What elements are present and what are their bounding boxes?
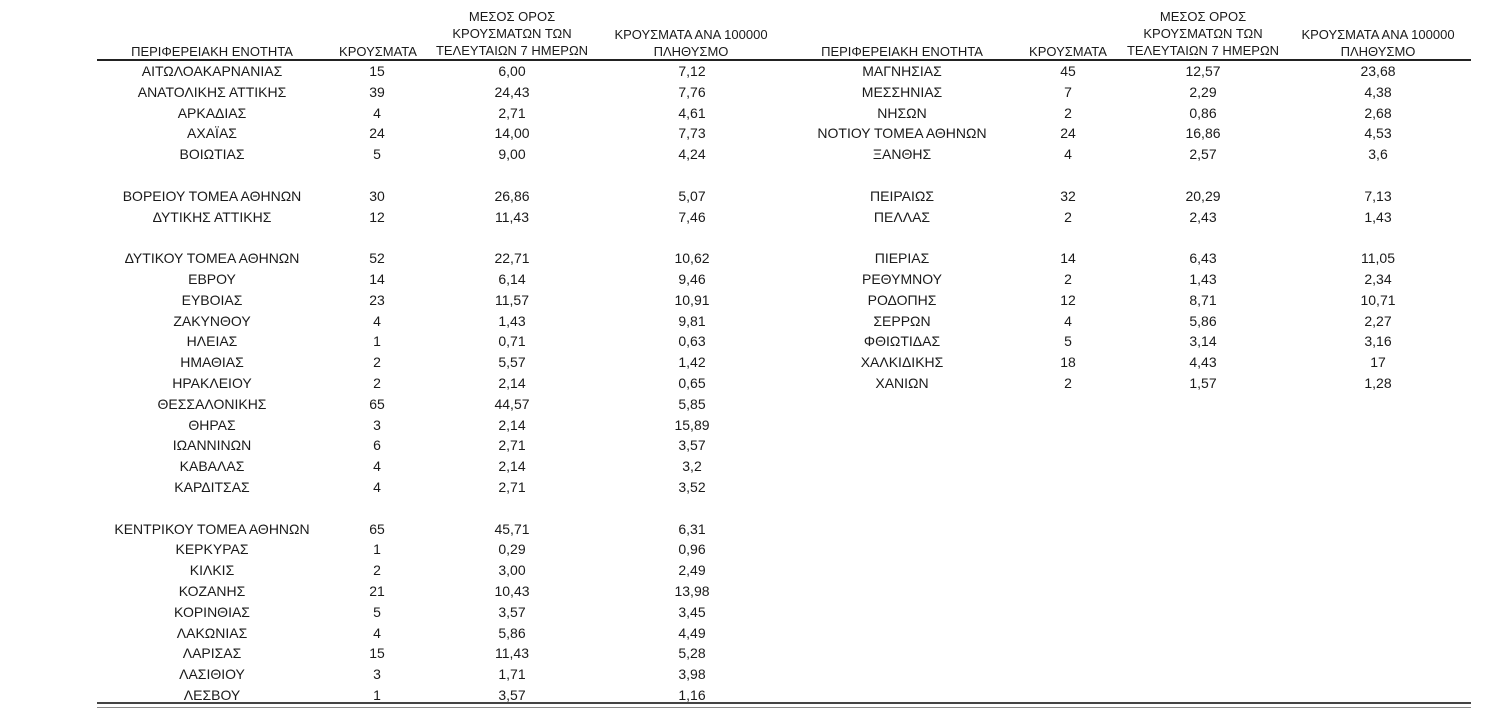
region-cell: ΝΗΣΩΝ: [877, 104, 927, 121]
region-cell: ΛΕΣΒΟΥ: [183, 687, 241, 703]
header-region-left: [97, 43, 327, 60]
per100k-cell: 7,76: [678, 83, 706, 100]
per100k-cell: 9,46: [678, 271, 706, 287]
header-per100k-left-line1: ΚΡΟΥΣΜΑΤΑ ΑΝΑ 100000: [614, 27, 768, 42]
cases-cell: 45: [1060, 63, 1076, 79]
table-row: [0, 123, 1500, 144]
header-per100k-right-line1: ΚΡΟΥΣΜΑΤΑ ΑΝΑ 100000: [1301, 27, 1455, 42]
per100k-cell: 23,68: [1360, 63, 1396, 79]
header-cases-right-label: ΚΡΟΥΣΜΑΤΑ: [1029, 44, 1107, 59]
cases-cell: 2: [1064, 271, 1072, 287]
avg-cell: 10,43: [494, 583, 530, 599]
cases-cell: 4: [373, 624, 381, 641]
cases-cell: 3: [373, 666, 381, 683]
avg-cell: 20,29: [1185, 187, 1221, 204]
region-cell: ΡΕΘΥΜΝΟΥ: [861, 271, 943, 287]
cases-cell: 39: [369, 83, 385, 100]
cases-cell: 7: [1064, 83, 1072, 100]
region-cell: ΠΕΙΡΑΙΩΣ: [870, 187, 934, 204]
avg-cell: 3,14: [1189, 333, 1217, 350]
region-cell: ΞΑΝΘΗΣ: [872, 146, 932, 163]
avg-cell: 2,71: [498, 104, 526, 121]
header-avg-right-line1: ΜΕΣΟΣ ΟΡΟΣ: [1159, 9, 1247, 24]
table-row: [0, 352, 1500, 373]
per100k-cell: 2,68: [1364, 104, 1392, 121]
cases-cell: 15: [369, 645, 385, 662]
region-cell: ΕΒΡΟΥ: [188, 271, 236, 287]
per100k-cell: 15,89: [674, 416, 710, 433]
cases-cell: 32: [1060, 187, 1076, 204]
cases-cell: 2: [373, 562, 381, 579]
per100k-cell: 5,85: [678, 395, 706, 412]
table-row: [0, 664, 1500, 685]
per100k-cell: 4,24: [678, 146, 706, 163]
header-per100k-left-line2: ΠΛΗΘΥΣΜΟ: [653, 44, 729, 59]
region-cell: ΑΡΚΑΔΙΑΣ: [177, 104, 247, 121]
cases-cell: 4: [1064, 146, 1072, 163]
avg-cell: 44,57: [494, 395, 530, 412]
avg-cell: 5,86: [498, 624, 526, 641]
cases-cell: 65: [369, 395, 385, 412]
region-cell: ΗΛΕΙΑΣ: [186, 333, 238, 350]
cases-cell: 1: [373, 541, 381, 558]
avg-cell: 2,14: [498, 416, 526, 433]
avg-cell: 5,86: [1189, 312, 1217, 329]
header-cases-left: [332, 43, 424, 60]
region-cell: ΚΑΡΔΙΤΣΑΣ: [174, 479, 250, 495]
table-row: [0, 248, 1500, 269]
region-cell: ΗΜΑΘΙΑΣ: [180, 354, 244, 371]
per100k-cell: 2,49: [678, 562, 706, 579]
cases-cell: 4: [373, 312, 381, 329]
table-row: [0, 290, 1500, 311]
avg-cell: 0,71: [498, 333, 526, 350]
avg-cell: 45,71: [494, 520, 530, 537]
region-cell: ΧΑΝΙΩΝ: [875, 375, 929, 391]
header-region-left-label: ΠΕΡΙΦΕΡΕΙΑΚΗ ΕΝΟΤΗΤΑ: [131, 44, 293, 59]
avg-cell: 6,14: [498, 271, 526, 287]
table-row: [0, 560, 1500, 581]
cases-cell: 5: [373, 146, 381, 163]
per100k-cell: 0,63: [678, 333, 706, 350]
cases-cell: 14: [369, 271, 385, 287]
cases-cell: 65: [369, 520, 385, 537]
per100k-cell: 5,28: [678, 645, 706, 662]
cases-cell: 21: [369, 583, 385, 599]
region-cell: ΘΕΣΣΑΛΟΝΙΚΗΣ: [157, 395, 267, 412]
table-row: [0, 519, 1500, 540]
avg-cell: 0,86: [1189, 104, 1217, 121]
per100k-cell: 1,43: [1364, 208, 1392, 225]
table-row: [0, 415, 1500, 436]
cases-cell: 4: [1064, 312, 1072, 329]
avg-cell: 2,71: [498, 479, 526, 495]
cases-cell: 5: [373, 603, 381, 620]
region-cell: ΙΩΑΝΝΙΝΩΝ: [172, 437, 252, 454]
cases-cell: 2: [1064, 375, 1072, 391]
header-avg-left-line2: ΚΡΟΥΣΜΑΤΩΝ ΤΩΝ: [452, 26, 572, 41]
avg-cell: 3,57: [498, 687, 526, 703]
cases-cell: 4: [373, 479, 381, 495]
region-cell: ΑΙΤΩΛΟΑΚΑΡΝΑΝΙΑΣ: [141, 63, 283, 79]
per100k-cell: 11,05: [1361, 250, 1395, 267]
avg-cell: 5,57: [498, 354, 526, 371]
avg-cell: 12,57: [1185, 63, 1221, 79]
per100k-cell: 10,71: [1360, 291, 1396, 308]
cases-cell: 18: [1060, 354, 1076, 371]
cases-cell: 15: [369, 63, 385, 79]
table-row: [0, 186, 1500, 207]
avg-cell: 11,43: [495, 645, 529, 662]
avg-cell: 16,86: [1185, 125, 1221, 142]
avg-cell: 22,71: [494, 250, 530, 267]
avg-cell: 9,00: [498, 146, 526, 163]
region-cell: ΠΙΕΡΙΑΣ: [874, 250, 930, 267]
avg-cell: 2,29: [1189, 83, 1217, 100]
avg-cell: 1,43: [498, 312, 526, 329]
region-cell: ΣΕΡΡΩΝ: [873, 312, 931, 329]
region-cell: ΒΟΙΩΤΙΑΣ: [179, 146, 245, 163]
per100k-cell: 4,38: [1364, 83, 1392, 100]
cases-cell: 24: [369, 125, 385, 142]
avg-cell: 4,43: [1189, 354, 1217, 371]
region-cell: ΛΑΣΙΘΙΟΥ: [179, 666, 245, 683]
per100k-cell: 17: [1370, 354, 1386, 371]
cases-cell: 2: [373, 375, 381, 391]
region-cell: ΚΟΖΑΝΗΣ: [178, 583, 246, 599]
table-row: [0, 103, 1500, 124]
table-row: [0, 623, 1500, 644]
header-avg-left: [432, 8, 592, 59]
per100k-cell: 13,98: [674, 583, 710, 599]
per100k-cell: 3,52: [678, 479, 706, 495]
per100k-cell: 1,16: [678, 687, 706, 703]
per100k-cell: 0,65: [678, 375, 706, 391]
per100k-cell: 1,42: [678, 354, 706, 371]
table-row: [0, 311, 1500, 332]
avg-cell: 6,43: [1189, 250, 1217, 267]
header-region-right-label: ΠΕΡΙΦΕΡΕΙΑΚΗ ΕΝΟΤΗΤΑ: [821, 44, 983, 59]
cases-cell: 6: [373, 437, 381, 454]
per100k-cell: 6,31: [678, 520, 706, 537]
region-cell: ΑΝΑΤΟΛΙΚΗΣ ΑΤΤΙΚΗΣ: [137, 83, 287, 100]
region-cell: ΔΥΤΙΚΟΥ ΤΟΜΕΑ ΑΘΗΝΩΝ: [124, 250, 300, 267]
table-row: [0, 643, 1500, 664]
region-cell: ΚΟΡΙΝΘΙΑΣ: [174, 603, 250, 620]
per100k-cell: 3,57: [678, 437, 706, 454]
header-avg-right-line3: ΤΕΛΕΥΤΑΙΩΝ 7 ΗΜΕΡΩΝ: [1126, 43, 1280, 58]
region-cell: ΦΘΙΩΤΙΔΑΣ: [863, 333, 941, 350]
table-row: [0, 61, 1500, 82]
per100k-cell: 7,12: [678, 63, 706, 79]
cases-cell: 23: [369, 291, 385, 308]
avg-cell: 3,57: [498, 603, 526, 620]
cases-cell: 4: [373, 104, 381, 121]
per100k-cell: 10,91: [674, 291, 710, 308]
cases-cell: 1: [373, 687, 381, 703]
cases-cell: 3: [373, 416, 381, 433]
table-row: [0, 373, 1500, 394]
per100k-cell: 2,34: [1364, 271, 1392, 287]
region-cell: ΚΑΒΑΛΑΣ: [179, 458, 245, 475]
table-row: [0, 581, 1500, 602]
per100k-cell: 4,61: [678, 104, 706, 121]
avg-cell: 24,43: [494, 83, 530, 100]
table-row: [0, 144, 1500, 165]
region-cell: ΛΑΡΙΣΑΣ: [182, 645, 242, 662]
table-row: [0, 394, 1500, 415]
cases-cell: 2: [1064, 208, 1072, 225]
per100k-cell: 3,16: [1364, 333, 1392, 350]
header-avg-left-line1: ΜΕΣΟΣ ΟΡΟΣ: [468, 9, 556, 24]
per100k-cell: 3,45: [678, 603, 706, 620]
table-row: [0, 456, 1500, 477]
header-cases-right: [1022, 43, 1114, 60]
avg-cell: 11,43: [495, 208, 529, 225]
per100k-cell: 3,2: [682, 458, 702, 475]
avg-cell: 14,00: [494, 125, 530, 142]
avg-cell: 1,43: [1189, 271, 1217, 287]
header-cases-left-label: ΚΡΟΥΣΜΑΤΑ: [339, 44, 417, 59]
table-row: [0, 435, 1500, 456]
avg-cell: 2,43: [1189, 208, 1217, 225]
table-row: [0, 331, 1500, 352]
region-cell: ΚΕΝΤΡΙΚΟΥ ΤΟΜΕΑ ΑΘΗΝΩΝ: [114, 520, 310, 537]
cases-cell: 5: [1064, 333, 1072, 350]
region-cell: ΜΑΓΝΗΣΙΑΣ: [862, 63, 942, 79]
table-row: [0, 477, 1500, 498]
bottom-rule: [97, 702, 1471, 708]
region-cell: ΗΡΑΚΛΕΙΟΥ: [172, 375, 252, 391]
region-cell: ΝΟΤΙΟΥ ΤΟΜΕΑ ΑΘΗΝΩΝ: [817, 125, 987, 142]
per100k-cell: 9,81: [678, 312, 706, 329]
region-cell: ΖΑΚΥΝΘΟΥ: [173, 312, 251, 329]
per100k-cell: 1,28: [1364, 375, 1392, 391]
per100k-cell: 3,6: [1368, 146, 1388, 163]
per100k-cell: 4,49: [678, 624, 706, 641]
region-cell: ΛΑΚΩΝΙΑΣ: [176, 624, 248, 641]
per100k-cell: 7,73: [678, 125, 706, 142]
avg-cell: 2,71: [498, 437, 526, 454]
region-cell: ΑΧΑΪΑΣ: [187, 125, 237, 142]
region-cell: ΠΕΛΛΑΣ: [873, 208, 931, 225]
avg-cell: 6,00: [498, 63, 526, 79]
region-cell: ΧΑΛΚΙΔΙΚΗΣ: [860, 354, 944, 371]
avg-cell: 11,57: [495, 291, 529, 308]
per100k-cell: 10,62: [674, 250, 710, 267]
cases-cell: 30: [369, 187, 385, 204]
per100k-cell: 2,27: [1364, 312, 1392, 329]
region-cell: ΘΗΡΑΣ: [188, 416, 236, 433]
header-region-right: [787, 43, 1017, 60]
cases-cell: 24: [1060, 125, 1076, 142]
avg-cell: 26,86: [494, 187, 530, 204]
region-cell: ΔΥΤΙΚΗΣ ΑΤΤΙΚΗΣ: [152, 208, 272, 225]
per100k-cell: 5,07: [678, 187, 706, 204]
per100k-cell: 7,46: [678, 208, 706, 225]
region-cell: ΕΥΒΟΙΑΣ: [181, 291, 243, 308]
avg-cell: 2,57: [1189, 146, 1217, 163]
table-row: [0, 207, 1500, 228]
cases-cell: 1: [373, 333, 381, 350]
cases-cell: 12: [1060, 291, 1076, 308]
avg-cell: 8,71: [1189, 291, 1217, 308]
per100k-cell: 3,98: [678, 666, 706, 683]
cases-cell: 14: [1060, 250, 1076, 267]
table-row: [0, 269, 1500, 290]
region-cell: ΜΕΣΣΗΝΙΑΣ: [861, 83, 943, 100]
header-avg-right: [1123, 8, 1283, 59]
cases-cell: 52: [369, 250, 385, 267]
region-cell: ΚΕΡΚΥΡΑΣ: [175, 541, 249, 558]
region-cell: ΒΟΡΕΙΟΥ ΤΟΜΕΑ ΑΘΗΝΩΝ: [122, 187, 302, 204]
table-row: [0, 82, 1500, 103]
header-avg-right-line2: ΚΡΟΥΣΜΑΤΩΝ ΤΩΝ: [1143, 26, 1263, 41]
cases-cell: 2: [373, 354, 381, 371]
header-per100k-right-line2: ΠΛΗΘΥΣΜΟ: [1340, 44, 1416, 59]
avg-cell: 3,00: [498, 562, 526, 579]
avg-cell: 0,29: [498, 541, 526, 558]
per100k-cell: 0,96: [678, 541, 706, 558]
cases-cell: 12: [369, 208, 385, 225]
region-cell: ΚΙΛΚΙΣ: [189, 562, 235, 579]
header-avg-left-line3: ΤΕΛΕΥΤΑΙΩΝ 7 ΗΜΕΡΩΝ: [435, 43, 589, 58]
region-cell: ΡΟΔΟΠΗΣ: [867, 291, 937, 308]
table-row: [0, 539, 1500, 560]
cases-cell: 2: [1064, 104, 1072, 121]
per100k-cell: 7,13: [1364, 187, 1392, 204]
per100k-cell: 4,53: [1364, 125, 1392, 142]
table-row: [0, 602, 1500, 623]
avg-cell: 1,57: [1189, 375, 1217, 391]
header-per100k-right: [1283, 26, 1473, 60]
avg-cell: 2,14: [498, 458, 526, 475]
header-per100k-left: [596, 26, 786, 60]
avg-cell: 2,14: [498, 375, 526, 391]
avg-cell: 1,71: [498, 666, 526, 683]
cases-cell: 4: [373, 458, 381, 475]
